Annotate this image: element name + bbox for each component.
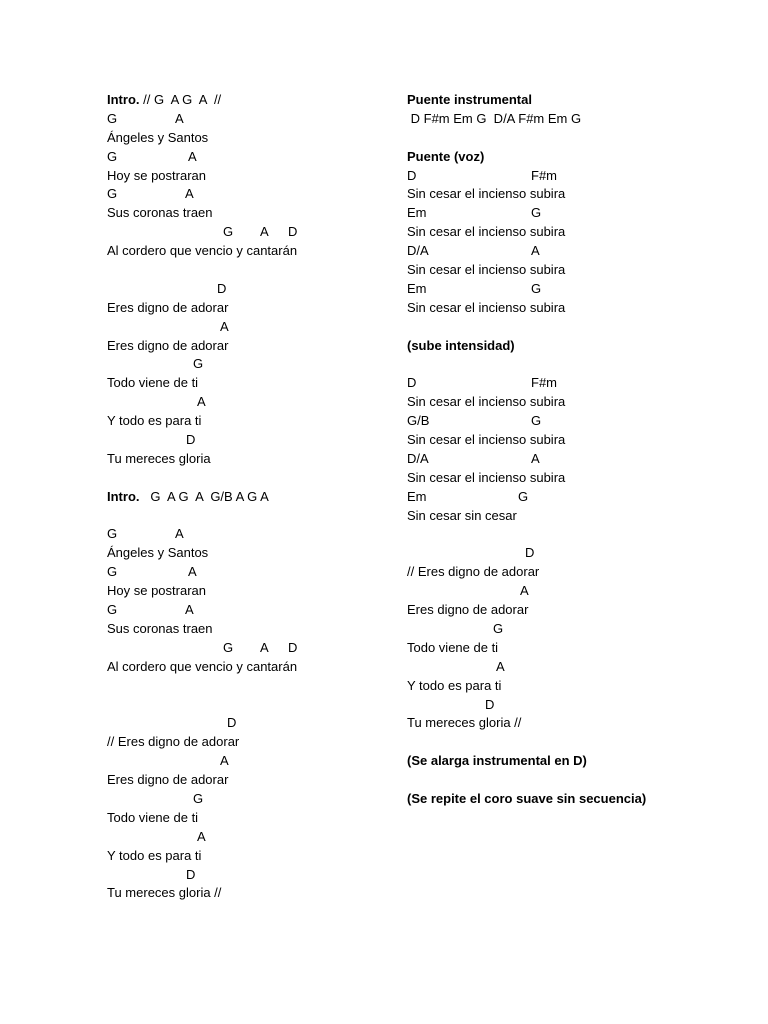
lyric-line: Tu mereces gloria [107,450,211,466]
instrumental-note: (Se alarga instrumental en D) [407,753,587,769]
lyric-line: Sus coronas traen [107,205,213,221]
chord-line [107,563,387,582]
chord-line [107,280,387,299]
chord: G [107,602,118,618]
chord: D [186,866,196,882]
left-column [107,91,387,903]
lyric-line: Ángeles y Santos [107,545,209,561]
lyric-line: Sin cesar el incienso subira [407,394,566,410]
sube-intensidad-note: (sube intensidad) [407,337,515,353]
lyric-line: Sin cesar sin cesar [407,507,517,523]
chord-line [107,828,387,847]
lyric-line: Hoy se postraran [107,583,206,599]
chord: G [107,148,118,164]
chord-line [407,658,747,677]
chord: G/B [407,413,430,429]
chord-line [107,639,387,658]
chord: G [531,205,542,221]
intro-2-line [107,488,387,507]
lyric-line: Sin cesar el incienso subira [407,432,566,448]
repeat-note: (Se repite el coro suave sin secuencia) [407,790,647,806]
intro-2-chords: G A G A G/B A G A [150,488,269,504]
intro-1-chords: // G A G A // [143,92,222,107]
chord-line [407,412,747,431]
chord-line [107,601,387,620]
puente-instrumental-chords [407,110,747,129]
blank-line [407,355,747,374]
chord-line [407,620,747,639]
chord: A [188,564,197,580]
chord-line [407,488,747,507]
lyric-line: Sin cesar el incienso subira [407,186,566,202]
lyric-line: Y todo es para ti [407,677,502,693]
chord-line [407,374,747,393]
lyric-line: Y todo es para ti [107,413,202,429]
blank-line [407,525,747,544]
puente-voz-title: Puente (voz) [407,148,485,164]
lyric-line: Al cordero que vencio y cantarán [107,658,298,674]
lyric-line: Sin cesar el incienso subira [407,224,566,240]
chord: G [531,413,542,429]
lyric-line: Al cordero que vencio y cantarán [107,243,298,259]
chord: A [496,658,505,674]
chord: D [186,432,196,448]
chord: F#m [531,167,557,183]
lyric-line: Hoy se postraran [107,167,206,183]
lyric-line: Eres digno de adorar [107,337,229,353]
puente-instrumental-title: Puente instrumental [407,92,532,107]
blank-line [107,469,387,488]
chord-line [107,393,387,412]
chord-line [107,355,387,374]
lyric-line: Sin cesar el incienso subira [407,469,566,485]
chord-line [107,866,387,885]
lyric-line: Sin cesar el incienso subira [407,262,566,278]
blank-line [407,318,747,337]
chord: A [260,639,269,655]
lyric-line: Sin cesar el incienso subira [407,299,566,315]
chord: A [188,148,197,164]
chord: A [185,186,194,202]
chord: G [531,280,542,296]
lyric-line: Todo viene de ti [107,375,199,391]
chord-line [407,450,747,469]
chord: A [220,318,229,334]
chord: G [107,110,118,126]
chord: D [407,375,417,391]
chord-line [107,714,387,733]
intro-1-label: Intro. [107,92,140,107]
chord: D/A [407,450,429,466]
chord: D [525,545,535,561]
chord: D [485,696,495,712]
chord-line [107,318,387,337]
chord-line [407,204,747,223]
chord-line [107,148,387,167]
chord: G [193,790,204,806]
chord: A [197,394,206,410]
chord: A [175,110,184,126]
chord: D/A [407,243,429,259]
blank-line [107,261,387,280]
chord: D [288,224,298,240]
chord: A [520,583,529,599]
chord: G [493,620,504,636]
chord: G [223,639,234,655]
chords-text: D F#m Em G D/A F#m Em G [410,110,582,126]
chord: A [531,243,540,259]
chord: F#m [531,375,557,391]
chord-line [407,544,747,563]
chord-line [407,696,747,715]
chord-line [107,790,387,809]
lyric-line: // Eres digno de adorar [107,734,240,750]
chord: A [175,526,184,542]
chord: Em [407,280,427,296]
lyric-line: Ángeles y Santos [107,129,209,145]
lyric-line: Eres digno de adorar [107,772,229,788]
lyric-line: Todo viene de ti [107,809,199,825]
chord: G [193,356,204,372]
chord: G [223,224,234,240]
chord: G [518,488,529,504]
chord: Em [407,488,427,504]
chord: G [107,186,118,202]
blank-line [407,129,747,148]
lyric-line: // Eres digno de adorar [407,564,540,580]
chord: A [220,753,229,769]
blank-line [407,771,747,790]
chord-line [407,280,747,299]
chord: D [217,280,227,296]
blank-line [107,677,387,696]
lyric-line: Eres digno de adorar [107,299,229,315]
intro-1-line [107,91,387,110]
chord-line [107,525,387,544]
lyric-line: Sus coronas traen [107,620,213,636]
chord: Em [407,205,427,221]
lyric-line: Tu mereces gloria // [107,885,222,901]
chord: D [227,715,237,731]
chord: A [197,828,206,844]
chord-line [107,185,387,204]
chord: D [288,639,298,655]
chord-line [407,242,747,261]
lyric-line: Todo viene de ti [407,639,499,655]
lyric-line: Y todo es para ti [107,847,202,863]
right-column [407,91,747,809]
chord-line [107,431,387,450]
intro-2-label: Intro. [107,488,140,504]
chord: A [185,602,194,618]
lyric-line: Eres digno de adorar [407,602,529,618]
chord-line [407,582,747,601]
lyric-line: Tu mereces gloria // [407,715,522,731]
chord: G [107,526,118,542]
chord-line [107,752,387,771]
blank-line [407,733,747,752]
blank-line [107,696,387,715]
chord: D [407,167,417,183]
chord-line [407,167,747,186]
chord: A [531,450,540,466]
chord-line [107,223,387,242]
chord: A [260,224,269,240]
chord-line [107,110,387,129]
blank-line [107,507,387,526]
chord: G [107,564,118,580]
